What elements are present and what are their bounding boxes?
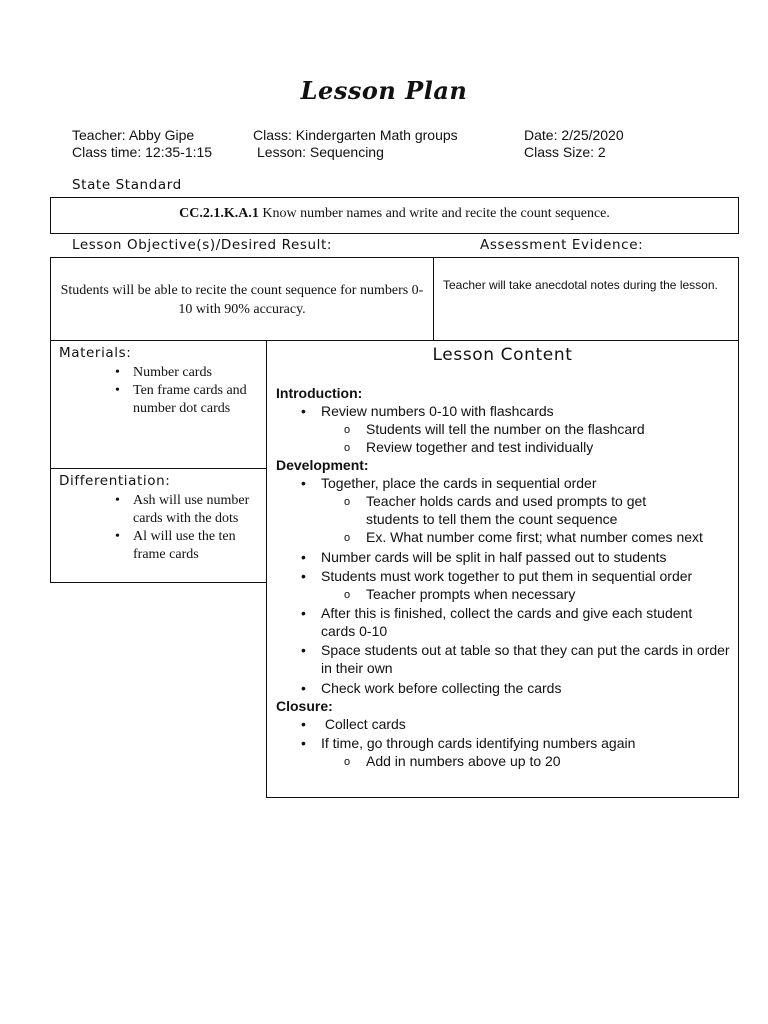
list-item: • If time, go through cards identifying numbers again	[276, 734, 736, 752]
date: Date: 2/25/2020	[524, 127, 624, 143]
list-item: • Number cards	[111, 364, 261, 382]
materials-heading: Materials:	[59, 345, 132, 361]
teacher-name: Teacher: Abby Gipe	[72, 127, 195, 143]
standard-text: Know number names and write and recite the count sequence.	[258, 206, 610, 221]
state-standard-box	[50, 197, 739, 234]
sub-item: o Students will tell the number on the flashcard	[276, 420, 736, 438]
list-item: • Students must work together to put them in sequential order	[276, 567, 736, 585]
lesson-name: Lesson: Sequencing	[257, 144, 384, 160]
closure-label: Closure:	[276, 698, 333, 714]
page-title: Lesson Plan	[300, 76, 468, 105]
class-size: Class Size: 2	[524, 144, 606, 160]
lesson-content-body	[276, 384, 736, 770]
lesson-content-box	[266, 340, 739, 798]
objective-text: Students will be able to recite the count sequence for numbers 0-10 with 90% accuracy.	[60, 283, 424, 317]
materials-list	[111, 364, 261, 418]
list-item: • Space students out at table so that they can put the cards in order in their own	[276, 641, 741, 677]
list-item: • Together, place the cards in sequential order	[276, 474, 736, 492]
development-label: Development:	[276, 457, 369, 473]
class-time: Class time: 12:35-1:15	[72, 144, 213, 160]
state-standard-heading: State Standard	[72, 177, 182, 193]
teacher-info	[72, 127, 212, 161]
list-item: • Collect cards	[276, 715, 736, 733]
assessment-heading: Assessment Evidence:	[480, 237, 644, 253]
list-item: • Al will use the ten frame cards	[111, 528, 261, 564]
list-item: • Ten frame cards and number dot cards	[111, 382, 261, 418]
class-info	[253, 127, 458, 161]
differentiation-box	[50, 468, 267, 583]
list-item: • Check work before collecting the cards	[276, 679, 736, 697]
divider	[433, 257, 434, 341]
sub-item: o Review together and test individually	[276, 438, 736, 456]
list-item: • Number cards will be split in half passed out to students	[276, 548, 736, 566]
assessment-text: Teacher will take anecdotal notes during the lesson.	[443, 278, 718, 292]
sub-item: o Ex. What number come first; what number comes next	[276, 528, 736, 546]
list-item: • After this is finished, collect the cards and give each student cards 0-10	[276, 604, 711, 640]
sub-item: o Add in numbers above up to 20	[276, 752, 736, 770]
introduction-label: Introduction:	[276, 385, 363, 401]
differentiation-heading: Differentiation:	[59, 473, 171, 489]
lesson-content-heading: Lesson Content	[432, 345, 573, 365]
date-info	[524, 127, 624, 161]
objective-heading: Lesson Objective(s)/Desired Result:	[72, 237, 333, 253]
materials-box	[50, 340, 267, 469]
list-item: • Review numbers 0-10 with flashcards	[276, 402, 736, 420]
sub-item: o Teacher holds cards and used prompts to get students to tell them the count sequence	[276, 492, 666, 528]
class-name: Class: Kindergarten Math groups	[253, 127, 458, 143]
differentiation-list	[111, 492, 261, 564]
standard-code: CC.2.1.K.A.1	[179, 206, 259, 221]
sub-item: o Teacher prompts when necessary	[276, 585, 736, 603]
list-item: • Ash will use number cards with the dots	[111, 492, 261, 528]
